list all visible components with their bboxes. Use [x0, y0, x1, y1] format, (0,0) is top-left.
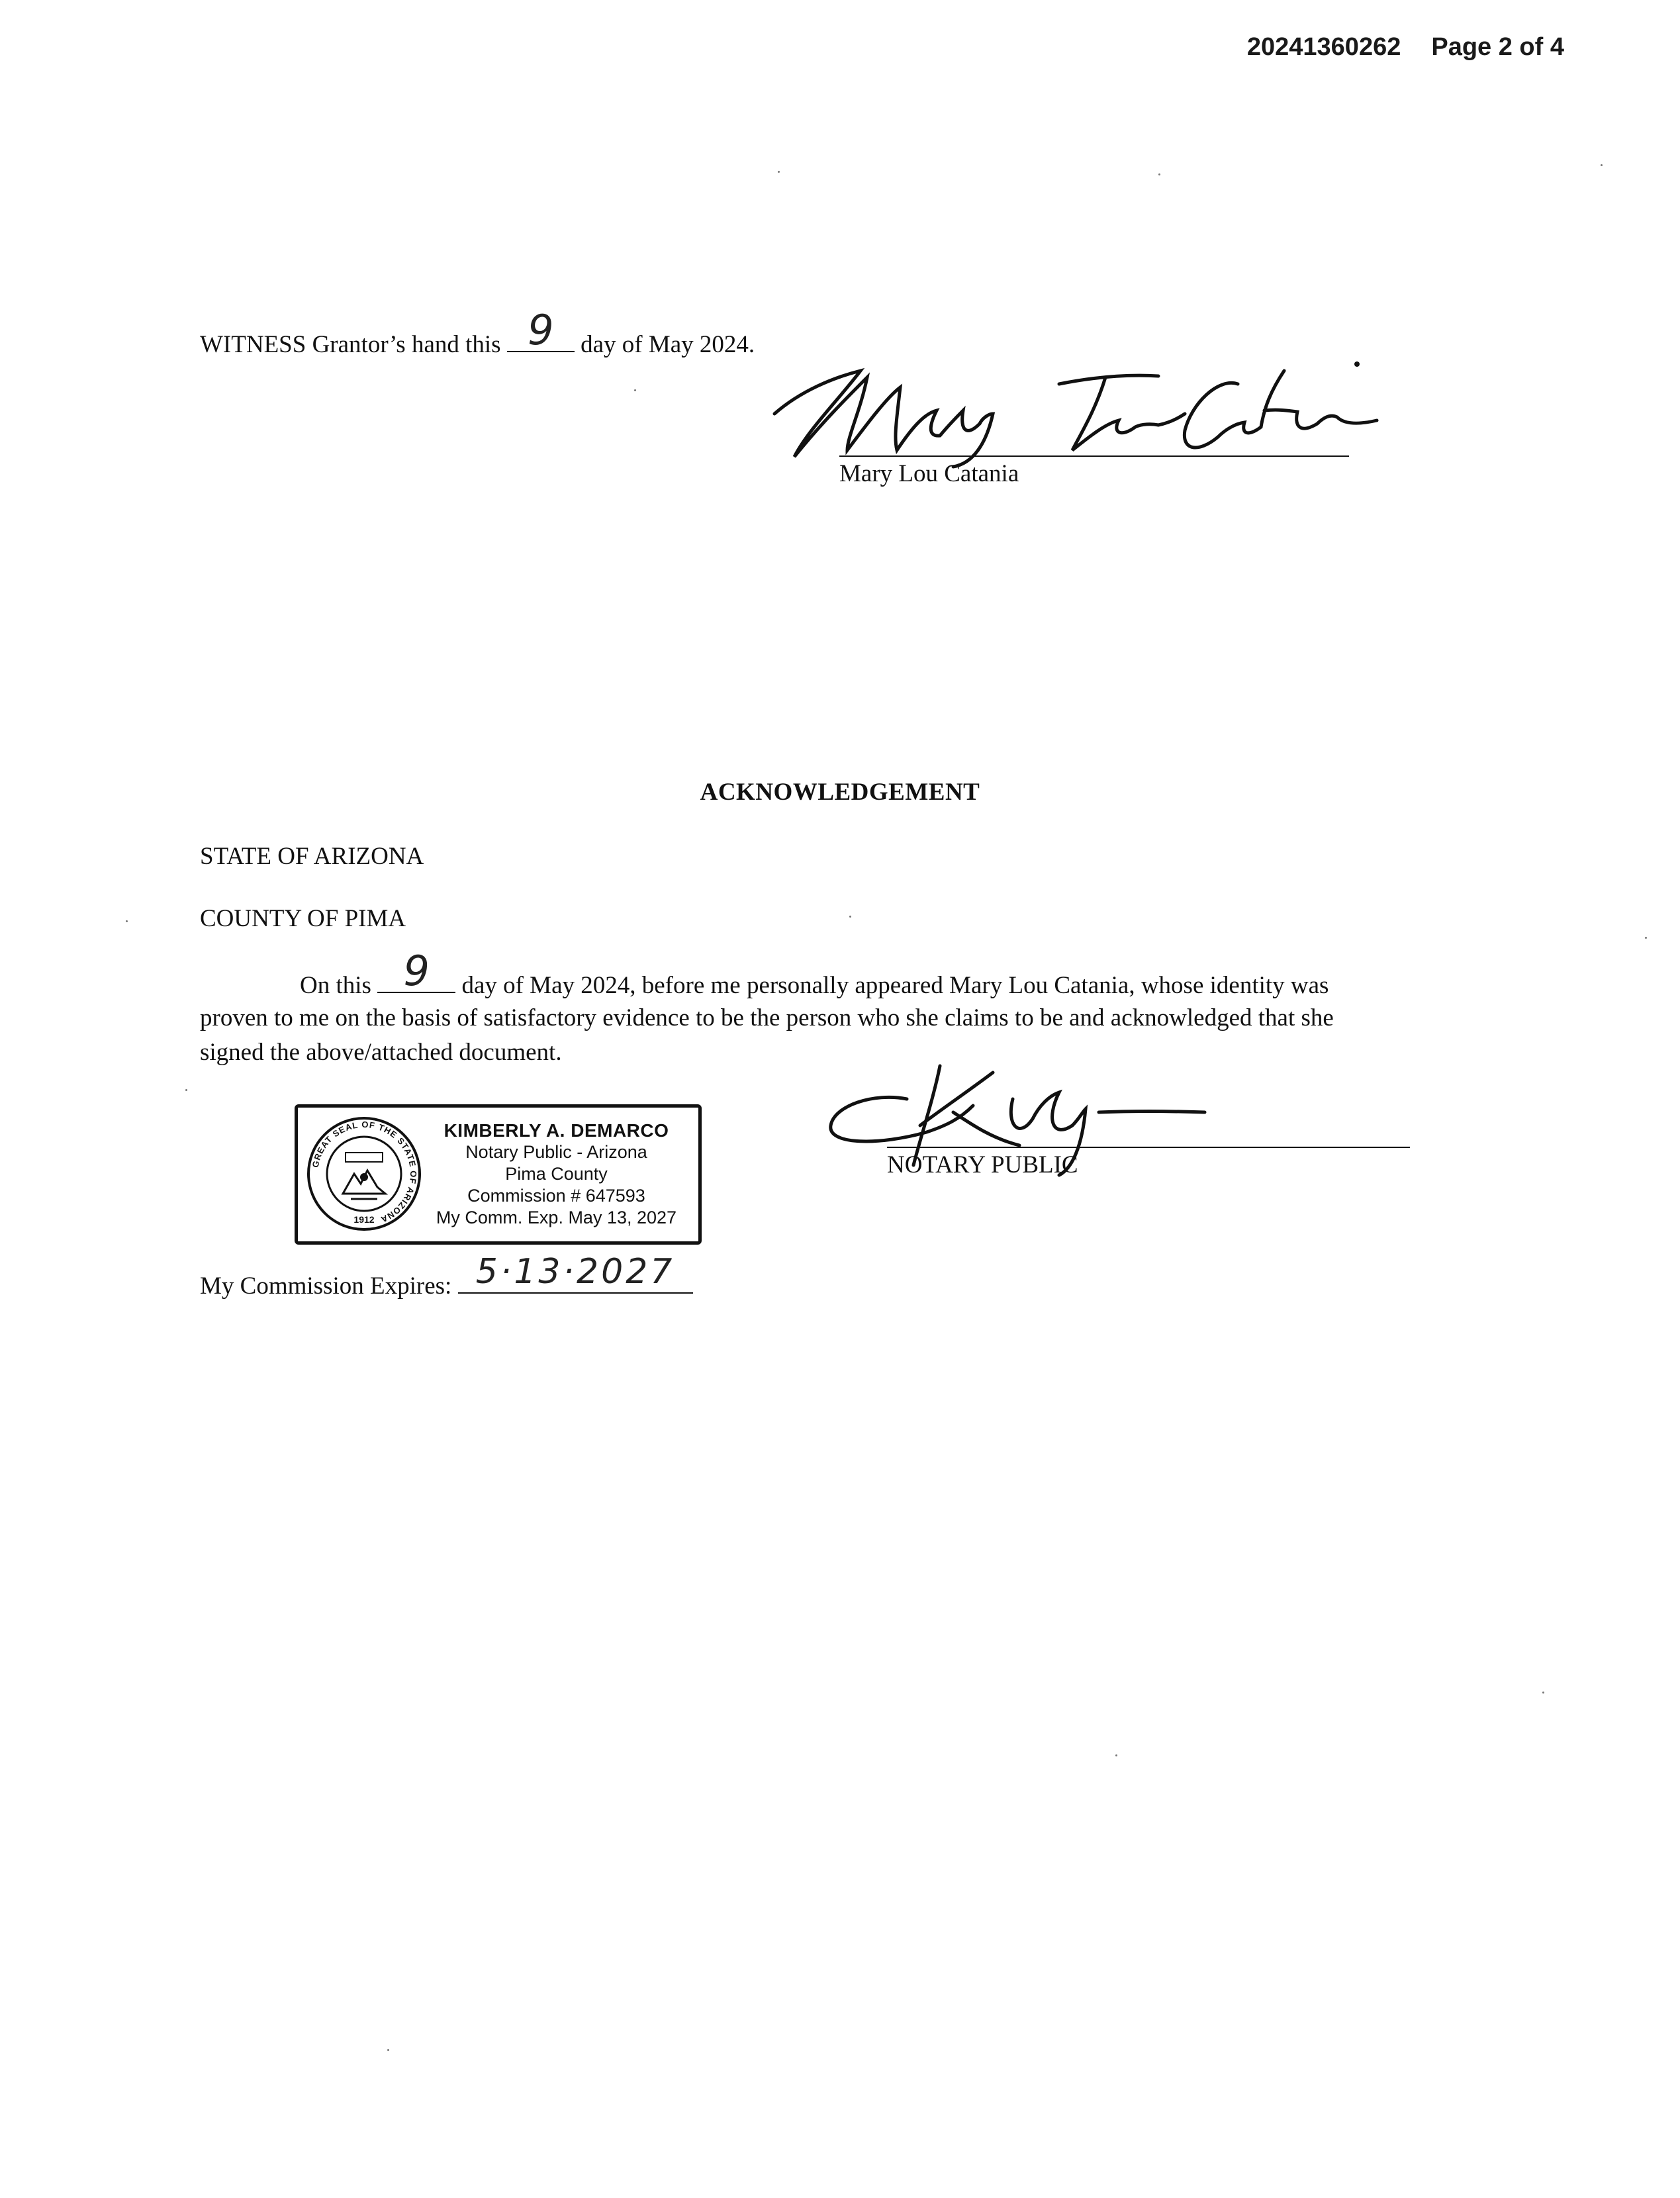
witness-line: [200, 306, 755, 362]
document-number: 20241360262: [1246, 33, 1401, 61]
page-indicator: Page 2 of 4: [1431, 33, 1564, 61]
acknowledgement-heading: ACKNOWLEDGEMENT: [700, 779, 980, 806]
scan-speck: [1601, 164, 1603, 166]
stamp-title: Notary Public - Arizona: [465, 1142, 647, 1162]
scan-speck: [1115, 1754, 1117, 1756]
acknowledgement-line-1: [300, 947, 1329, 1003]
commission-expires-date: 5·13·2027: [475, 1252, 675, 1292]
scan-speck: [1645, 937, 1647, 939]
state-label: STATE OF ARIZONA: [200, 843, 424, 870]
notary-public-label: NOTARY PUBLIC: [887, 1151, 1078, 1178]
ack-day-handwritten: 9: [403, 947, 430, 995]
witness-suffix: day of May 2024.: [581, 331, 755, 358]
svg-text:GREAT SEAL OF THE STATE OF ARI: GREAT SEAL OF THE STATE OF ARIZONA: [310, 1119, 419, 1225]
notary-stamp: [295, 1104, 702, 1245]
commission-expires-line: [200, 1252, 693, 1304]
stamp-county: Pima County: [505, 1164, 608, 1184]
scan-speck: [634, 389, 636, 391]
grantor-name: Mary Lou Catania: [839, 460, 1019, 487]
ack-suffix: day of May 2024, before me personally appeared Mary Lou Catania, whose identity was: [461, 972, 1329, 999]
witness-day-handwritten: 9: [528, 306, 554, 354]
stamp-notary-name: KIMBERLY A. DEMARCO: [443, 1120, 669, 1141]
grantor-signature: [761, 351, 1383, 470]
svg-text:1912: 1912: [353, 1214, 375, 1225]
commission-expires-label: My Commission Expires:: [200, 1272, 452, 1300]
commission-expires-blank: [458, 1252, 693, 1294]
scan-speck: [1158, 173, 1160, 175]
scan-speck: [778, 171, 780, 173]
acknowledgement-line-3: signed the above/attached document.: [200, 1039, 562, 1066]
stamp-expiration: My Comm. Exp. May 13, 2027: [436, 1208, 677, 1227]
scan-speck: [126, 920, 128, 922]
ack-day-blank: [377, 947, 455, 995]
ack-prefix: On this: [300, 972, 371, 999]
acknowledgement-line-2: proven to me on the basis of satisfactory evidence to be the person who she claims to be and acknowledged that she: [200, 1004, 1334, 1031]
stamp-commission-number: Commission # 647593: [467, 1186, 645, 1206]
state-seal-icon: [304, 1114, 424, 1233]
witness-day-blank: [507, 306, 575, 354]
scan-speck: [849, 916, 851, 918]
scan-speck: [185, 1089, 187, 1091]
scan-speck: [387, 2049, 389, 2051]
witness-prefix: WITNESS Grantor’s hand this: [200, 331, 501, 358]
document-header: [1247, 33, 1564, 62]
stamp-text-block: [424, 1120, 689, 1229]
county-label: COUNTY OF PIMA: [200, 905, 406, 932]
scan-speck: [1542, 1692, 1544, 1694]
